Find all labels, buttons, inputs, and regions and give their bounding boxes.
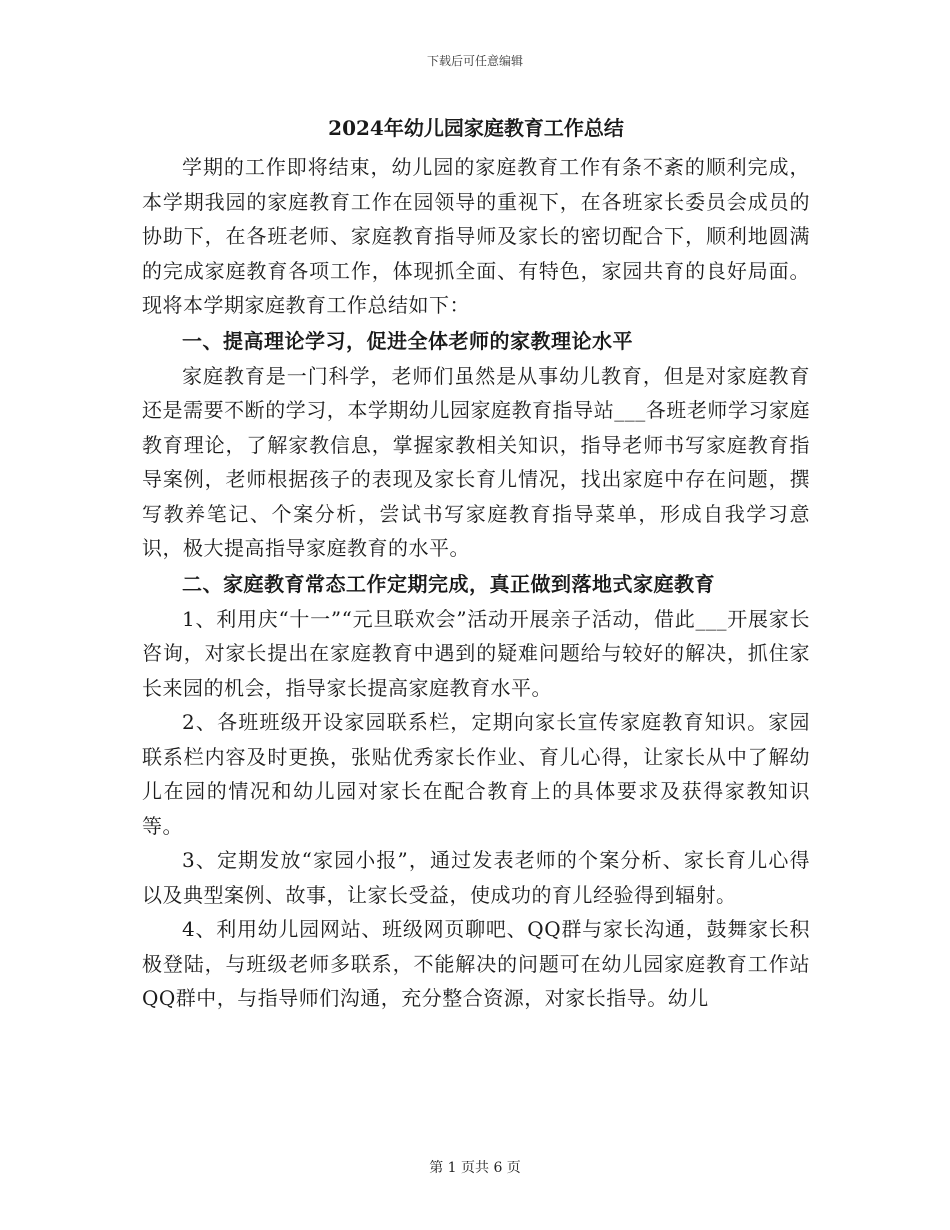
section-paragraph: 4、利用幼儿园网站、班级网页聊吧、QQ群与家长沟通，鼓舞家长积极登陆，与班级老师多联系，不能解决的问题可在幼儿园家庭教育工作站QQ群中，与指导师们沟通，充分整合资源，对家长指导。幼儿 [142,917,810,1010]
section-paragraph: 家庭教育是一门科学，老师们虽然是从事幼儿教育，但是对家庭教育还是需要不断的学习，本学期幼儿园家庭教育指导站___各班老师学习家庭教育理论，了解家教信息，掌握家教相关知识，指导老师书写家庭教育指导案例，老师根据孩子的表现及家长育儿情况，找出家庭中存在问题，撰写教养笔记、个案分析，尝试书写家庭教育指导菜单，形成自我学习意识，极大提高指导家庭教育的水平。 [142,363,810,560]
intro-paragraph: 学期的工作即将结束，幼儿园的家庭教育工作有条不紊的顺利完成，本学期我园的家庭教育工作在园领导的重视下，在各班家长委员会成员的协助下，在各班老师、家庭教育指导师及家长的密切配合下，顺利地圆满的完成家庭教育各项工作，体现抓全面、有特色，家园共育的良好局面。现将本学期家庭教育工作总结如下： [142,155,810,317]
section-heading: 二、家庭教育常态工作定期完成，真正做到落地式家庭教育 [182,571,715,596]
section-2 [142,566,810,1016]
section-paragraph: 3、定期发放“家园小报”，通过发表老师的个案分析、家长育儿心得以及典型案例、故事，让家长受益，使成功的育儿经验得到辐射。 [142,848,810,907]
page-number: 第 1 页共 6 页 [429,1160,521,1176]
document-title: 2024年幼儿园家庭教育工作总结 [328,116,624,140]
section-paragraph: 2、各班班级开设家园联系栏，定期向家长宣传家庭教育知识。家园联系栏内容及时更换，张贴优秀家长作业、育儿心得，让家长从中了解幼儿在园的情况和幼儿园对家长在配合教育上的具体要求及获得家教知识等。 [142,710,810,838]
page-header-note: 下载后可任意编辑 [426,54,523,68]
section-heading: 一、提高理论学习，促进全体老师的家教理论水平 [182,328,633,353]
section-paragraph: 1、利用庆“十一”“元旦联欢会”活动开展亲子活动，借此___开展家长咨询，对家长提出在家庭教育中遇到的疑难问题给与较好的解决，抓住家长来园的机会，指导家长提高家庭教育水平。 [142,606,810,700]
section-1 [142,323,810,566]
document-body [142,106,810,1016]
